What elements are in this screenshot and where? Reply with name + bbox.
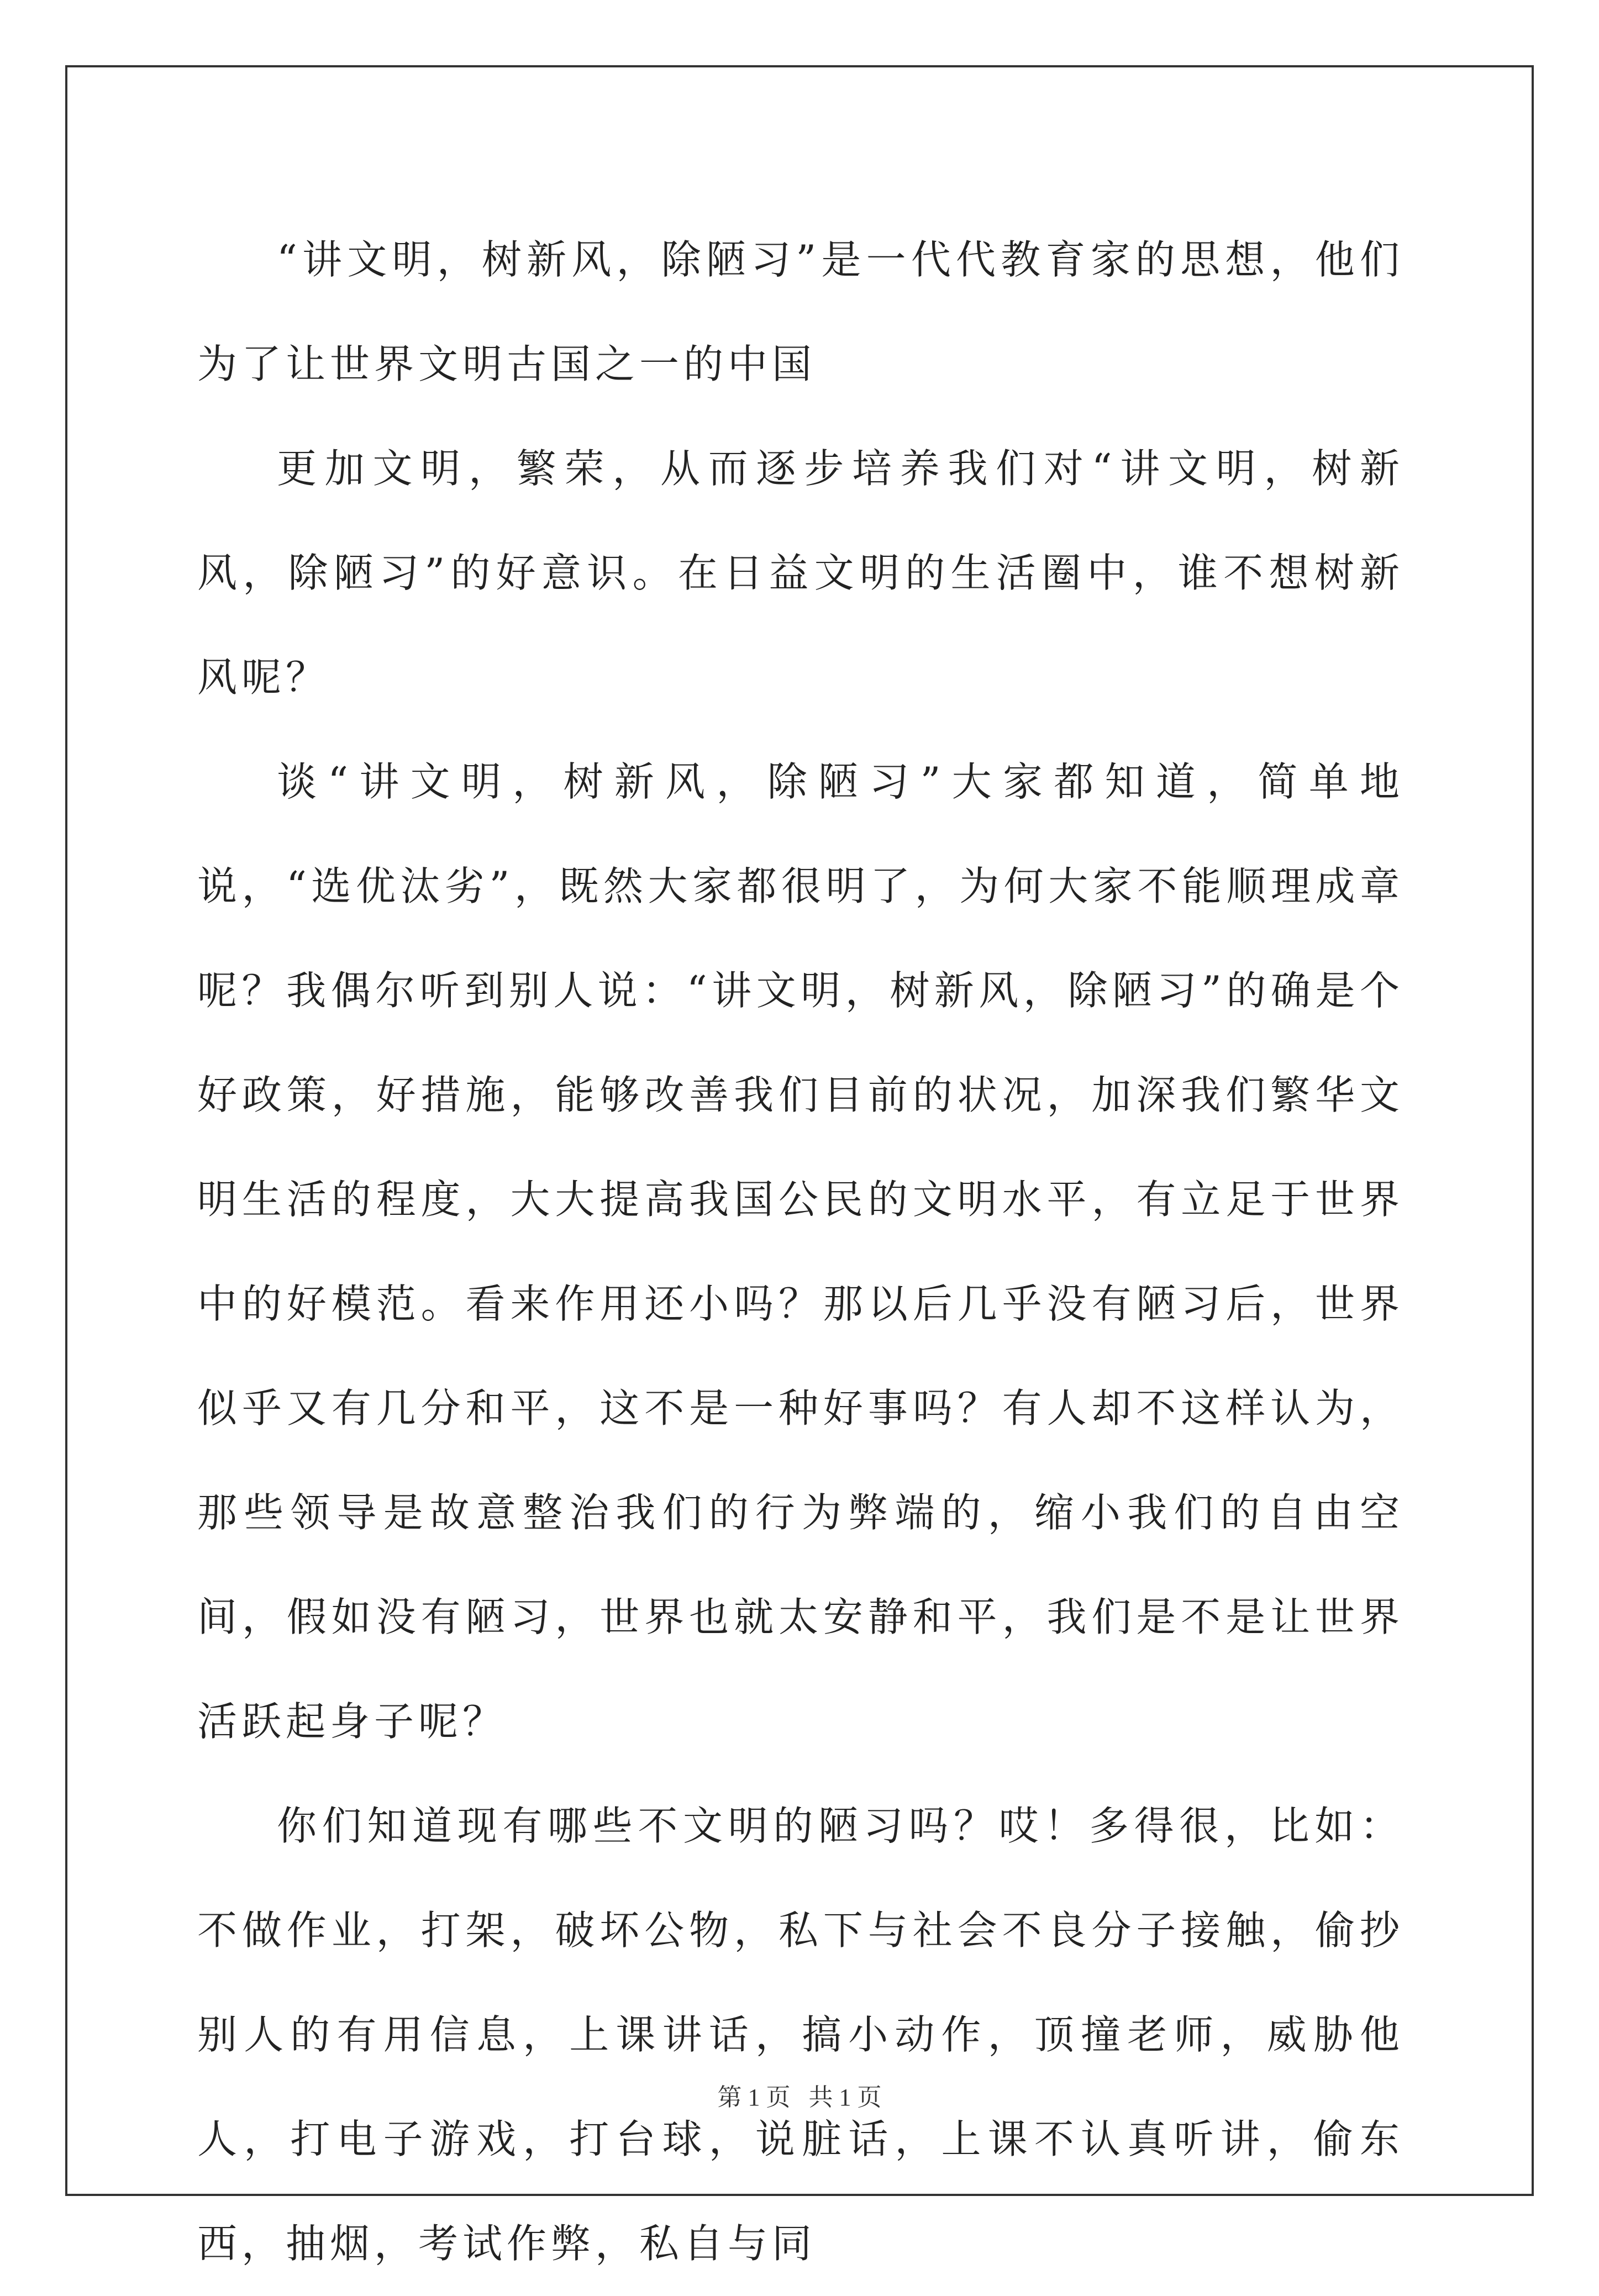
- page-footer: [0, 2077, 1599, 2113]
- paragraph-4: 你们知道现有哪些不文明的陋习吗？哎！多得很，比如：不做作业，打架，破坏公物，私下与社会不良分子接触，偷抄别人的有用信息，上课讲话，搞小动作，顶撞老师，威胁他人，打电子游戏，打台球，说脏话，上课不认真听讲，偷东西，抽烟，考试作弊，私自与同: [197, 1803, 1404, 2267]
- document-body: [197, 208, 1404, 2296]
- paragraph-3: 谈“讲文明，树新风，除陋习”大家都知道，简单地说，“选优汰劣”，既然大家都很明了，为何大家不能顺理成章呢？我偶尔听到别人说：“讲文明，树新风，除陋习”的确是个好政策，好措施，能够改善我们目前的状况，加深我们繁华文明生活的程度，大大提高我国公民的文明水平，有立足于世界中的好模范。看来作用还小吗？那以后几乎没有陋习后，世界似乎又有几分和平，这不是一种好事吗？有人却不这样认为，那些领导是故意整治我们的行为弊端的，缩小我们的自由空间，假如没有陋习，世界也就太安静和平，我们是不是让世界活跃起身子呢？: [197, 759, 1404, 1745]
- page-total: 共 1 页: [808, 2084, 882, 2111]
- paragraph-2: 更加文明，繁荣，从而逐步培养我们对“讲文明，树新风，除陋习”的好意识。在日益文明的生活圈中，谁不想树新风呢？: [197, 445, 1404, 701]
- paragraph-1: “讲文明，树新风，除陋习”是一代代教育家的思想，他们为了让世界文明古国之一的中国: [197, 236, 1404, 387]
- page-number: 第 1 页: [717, 2084, 791, 2111]
